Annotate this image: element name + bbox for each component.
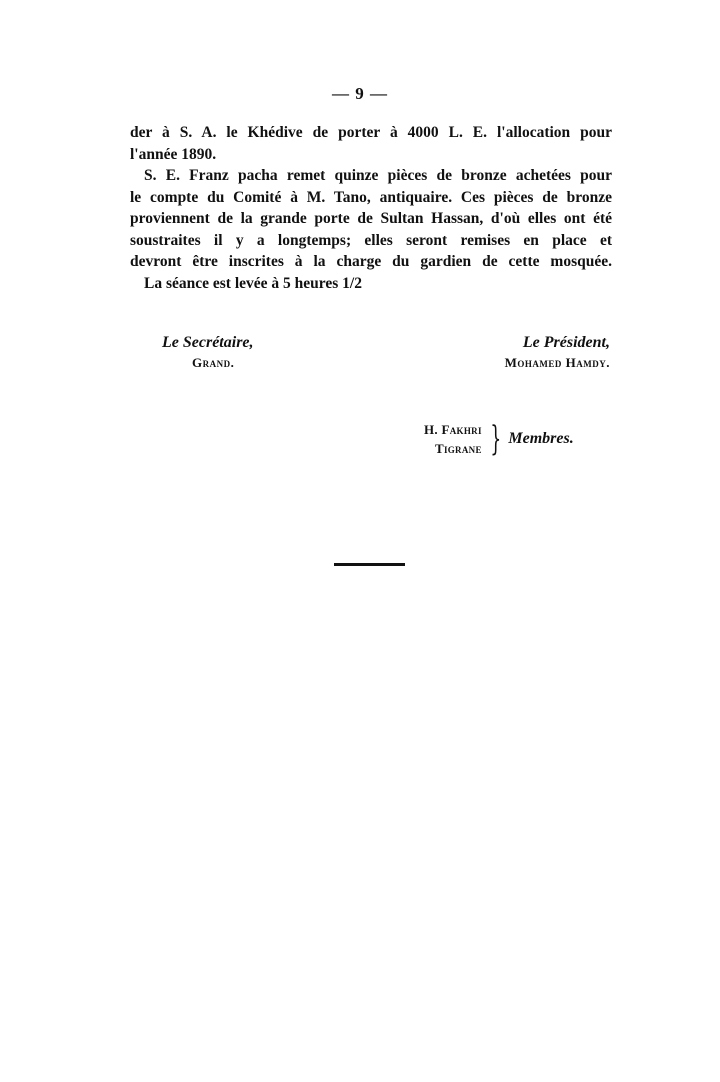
body-line: soustraites il y a longtemps; elles seront remises en place et: [130, 231, 612, 249]
secretary-signature: [162, 333, 362, 373]
members-signature: [424, 420, 574, 458]
body-line: La séance est levée à 5 heures 1/2: [144, 274, 362, 292]
body-line: proviennent de la grande porte de Sultan Hassan, d'où elles ont été: [130, 210, 612, 227]
members-label: Membres.: [508, 430, 574, 447]
secretary-title: Le Secrétaire,: [162, 334, 254, 351]
body-line: S. E. Franz pacha remet quinze pièces de bronze achetées pour: [144, 167, 612, 184]
page-number: — 9 —: [332, 84, 388, 103]
body-line: devront être inscrites à la charge du gardien de cette mosquée.: [130, 253, 612, 270]
body-line: der à S. A. le Khédive de porter à 4000 L. E. l'allocation pour: [130, 124, 612, 141]
body-line: l'année 1890.: [130, 145, 217, 163]
president-title: Le Président,: [522, 334, 610, 351]
end-rule: [334, 563, 405, 566]
member-name: Tigrane: [434, 441, 482, 456]
president-signature: [440, 333, 610, 373]
secretary-name: Grand.: [192, 355, 235, 370]
body-text: [130, 122, 612, 294]
member-names: [424, 420, 482, 458]
member-name: H. Fakhri: [424, 422, 482, 437]
body-line: le compte du Comité à M. Tano, antiquaire. Ces pièces de bronze: [130, 188, 612, 206]
brace-icon: }: [490, 419, 501, 459]
president-name: Mohamed Hamdy.: [504, 355, 610, 370]
